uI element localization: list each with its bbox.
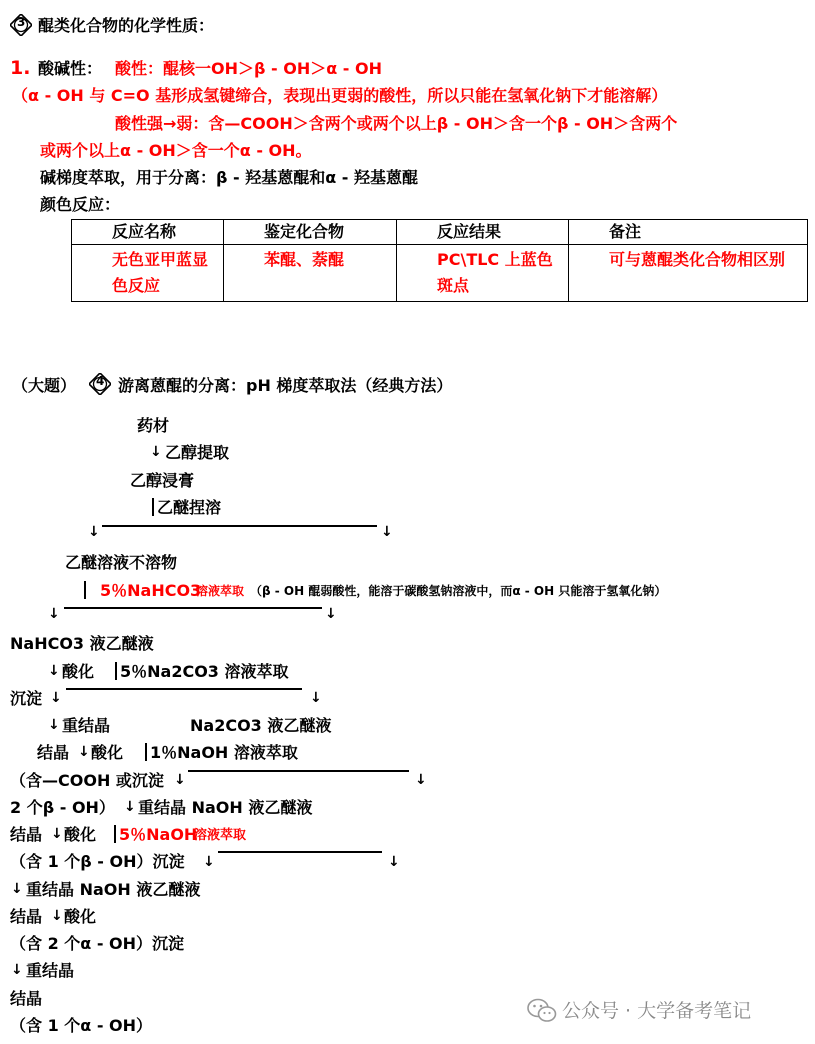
flow-nahco3-ether: NaHCO3 液乙醚液 [10, 634, 154, 653]
arrow-down-icon: ↓ [48, 606, 60, 622]
acid-order: 酸性：醌核一OH＞β - OH＞α - OH [115, 59, 382, 78]
arrow-down-icon: ↓ [388, 854, 400, 870]
flow-acidify-2: 酸化 [91, 743, 124, 762]
table-header-cell: 反应名称 [72, 220, 224, 245]
gradient-extraction-line: 碱梯度萃取，用于分离：β - 羟基蒽醌和α - 羟基蒽醌 [40, 168, 419, 187]
flow-ether-insoluble: 乙醚溶液不溶物 [65, 553, 178, 572]
table-header-cell: 备注 [569, 220, 808, 245]
flow-crystal-1: 结晶 [37, 743, 70, 762]
flow-branch-line [188, 770, 409, 772]
arrow-down-icon: ↓ [51, 826, 63, 842]
section4-prefix: （大题） [12, 376, 77, 395]
flow-divider [115, 662, 117, 680]
table-header-cell: 鉴定化合物 [224, 220, 397, 245]
flow-nahco3-step: 5％NaHCO3 [100, 581, 202, 600]
arrow-down-icon: ↓ [51, 908, 63, 924]
section3-number: 3 [17, 15, 26, 29]
flow-nahco3-step-tail: 溶液萃取 [196, 584, 245, 598]
flow-divider [152, 498, 154, 516]
acid-strength-line1: 酸性强→弱：含—COOH＞含两个或两个以上β - OH＞含一个β - OH＞含两个 [115, 114, 678, 133]
arrow-down-icon: ↓ [415, 772, 427, 788]
flow-naoh5-step-tail: 溶液萃取 [194, 828, 247, 843]
table-cell: 无色亚甲蓝显色反应 [72, 245, 224, 302]
arrow-down-icon: ↓ [78, 744, 90, 760]
flow-naoh5-step: 5％NaOH [119, 825, 198, 844]
flow-branch-line [66, 688, 302, 690]
flow-ethanol-extract: 乙醇提取 [165, 443, 230, 462]
item1-label: 酸碱性： [38, 59, 103, 78]
table-cell: 苯醌、萘醌 [224, 245, 397, 302]
flow-ethanol-paste: 乙醇浸膏 [130, 471, 195, 490]
section4-title: 游离蒽醌的分离：pH 梯度萃取法（经典方法） [118, 376, 453, 395]
acid-explanation: （α - OH 与 C=O 基形成氢键缔合，表现出更弱的酸性，所以只能在氢氧化钠下才能溶解） [12, 86, 668, 105]
color-reaction-label: 颜色反应： [40, 195, 121, 214]
flow-divider [145, 743, 147, 761]
arrow-down-icon: ↓ [124, 799, 136, 815]
watermark-text: 公众号 · 大学备考笔记 [562, 1000, 752, 1022]
flow-nahco3-note: （β - OH 醌弱酸性，能溶于碳酸氢钠溶液中，而α - OH 只能溶于氢氧化钠） [250, 584, 667, 598]
flow-acidify-1: 酸化 [62, 662, 95, 681]
flow-crystal-4: 结晶 [10, 989, 43, 1008]
flow-na2co3-step: 5％Na2CO3 溶液萃取 [120, 662, 289, 681]
flow-acidify-3: 酸化 [64, 825, 97, 844]
flow-recrystallize-1: 重结晶 [62, 716, 111, 735]
arrow-down-icon: ↓ [150, 444, 162, 460]
table-cell: 可与蒽醌类化合物相区别 [569, 245, 808, 302]
flow-herb: 药材 [137, 416, 170, 435]
flow-two-beta: 2 个β - OH） [10, 798, 115, 817]
arrow-down-icon: ↓ [203, 854, 215, 870]
flow-branch-line [102, 525, 377, 527]
table-row [72, 245, 808, 302]
flow-crystal-3: 结晶 [10, 907, 43, 926]
table-header-cell: 反应结果 [397, 220, 569, 245]
arrow-down-icon: ↓ [11, 881, 23, 897]
arrow-down-icon: ↓ [50, 690, 62, 706]
arrow-down-icon: ↓ [174, 772, 186, 788]
arrow-down-icon: ↓ [48, 663, 60, 679]
flow-two-alpha-precipitate: （含 2 个α - OH）沉淀 [10, 934, 185, 953]
acid-strength-line2: 或两个以上α - OH＞含一个α - OH。 [40, 141, 312, 160]
color-reaction-table [71, 219, 808, 302]
arrow-down-icon: ↓ [48, 717, 60, 733]
arrow-down-icon: ↓ [381, 524, 393, 540]
arrow-down-icon: ↓ [310, 690, 322, 706]
flow-recrystallize-2: 重结晶 [26, 961, 75, 980]
table-header-row [72, 220, 808, 245]
flow-crystal-2: 结晶 [10, 825, 43, 844]
wechat-icon [527, 998, 557, 1024]
table-cell: PC\TLC 上蓝色斑点 [397, 245, 569, 302]
flow-acidify-4: 酸化 [64, 907, 97, 926]
arrow-down-icon: ↓ [88, 524, 100, 540]
flow-recryst-naoh-ether-2: 重结晶 NaOH 液乙醚液 [26, 880, 201, 899]
flow-one-alpha: （含 1 个α - OH） [10, 1016, 153, 1035]
flow-naoh1-step: 1％NaOH 溶液萃取 [150, 743, 298, 762]
flow-precipitate: 沉淀 [10, 689, 43, 708]
flow-cooh-precipitate: （含—COOH 或沉淀 [10, 771, 164, 790]
section4-number: 4 [96, 374, 105, 388]
item1-number: 1. [10, 57, 31, 79]
flow-divider [114, 825, 116, 843]
flow-branch-line [218, 851, 382, 853]
flow-divider [84, 581, 86, 599]
flow-recryst-naoh-ether: 重结晶 NaOH 液乙醚液 [138, 798, 313, 817]
flow-ether-dissolve: 乙醚捏溶 [157, 498, 222, 517]
flow-na2co3-ether: Na2CO3 液乙醚液 [190, 716, 332, 735]
arrow-down-icon: ↓ [325, 606, 337, 622]
flow-branch-line [64, 607, 322, 609]
section3-title: 醌类化合物的化学性质： [38, 16, 215, 35]
arrow-down-icon: ↓ [11, 962, 23, 978]
flow-one-beta-precipitate: （含 1 个β - OH）沉淀 [10, 852, 185, 871]
